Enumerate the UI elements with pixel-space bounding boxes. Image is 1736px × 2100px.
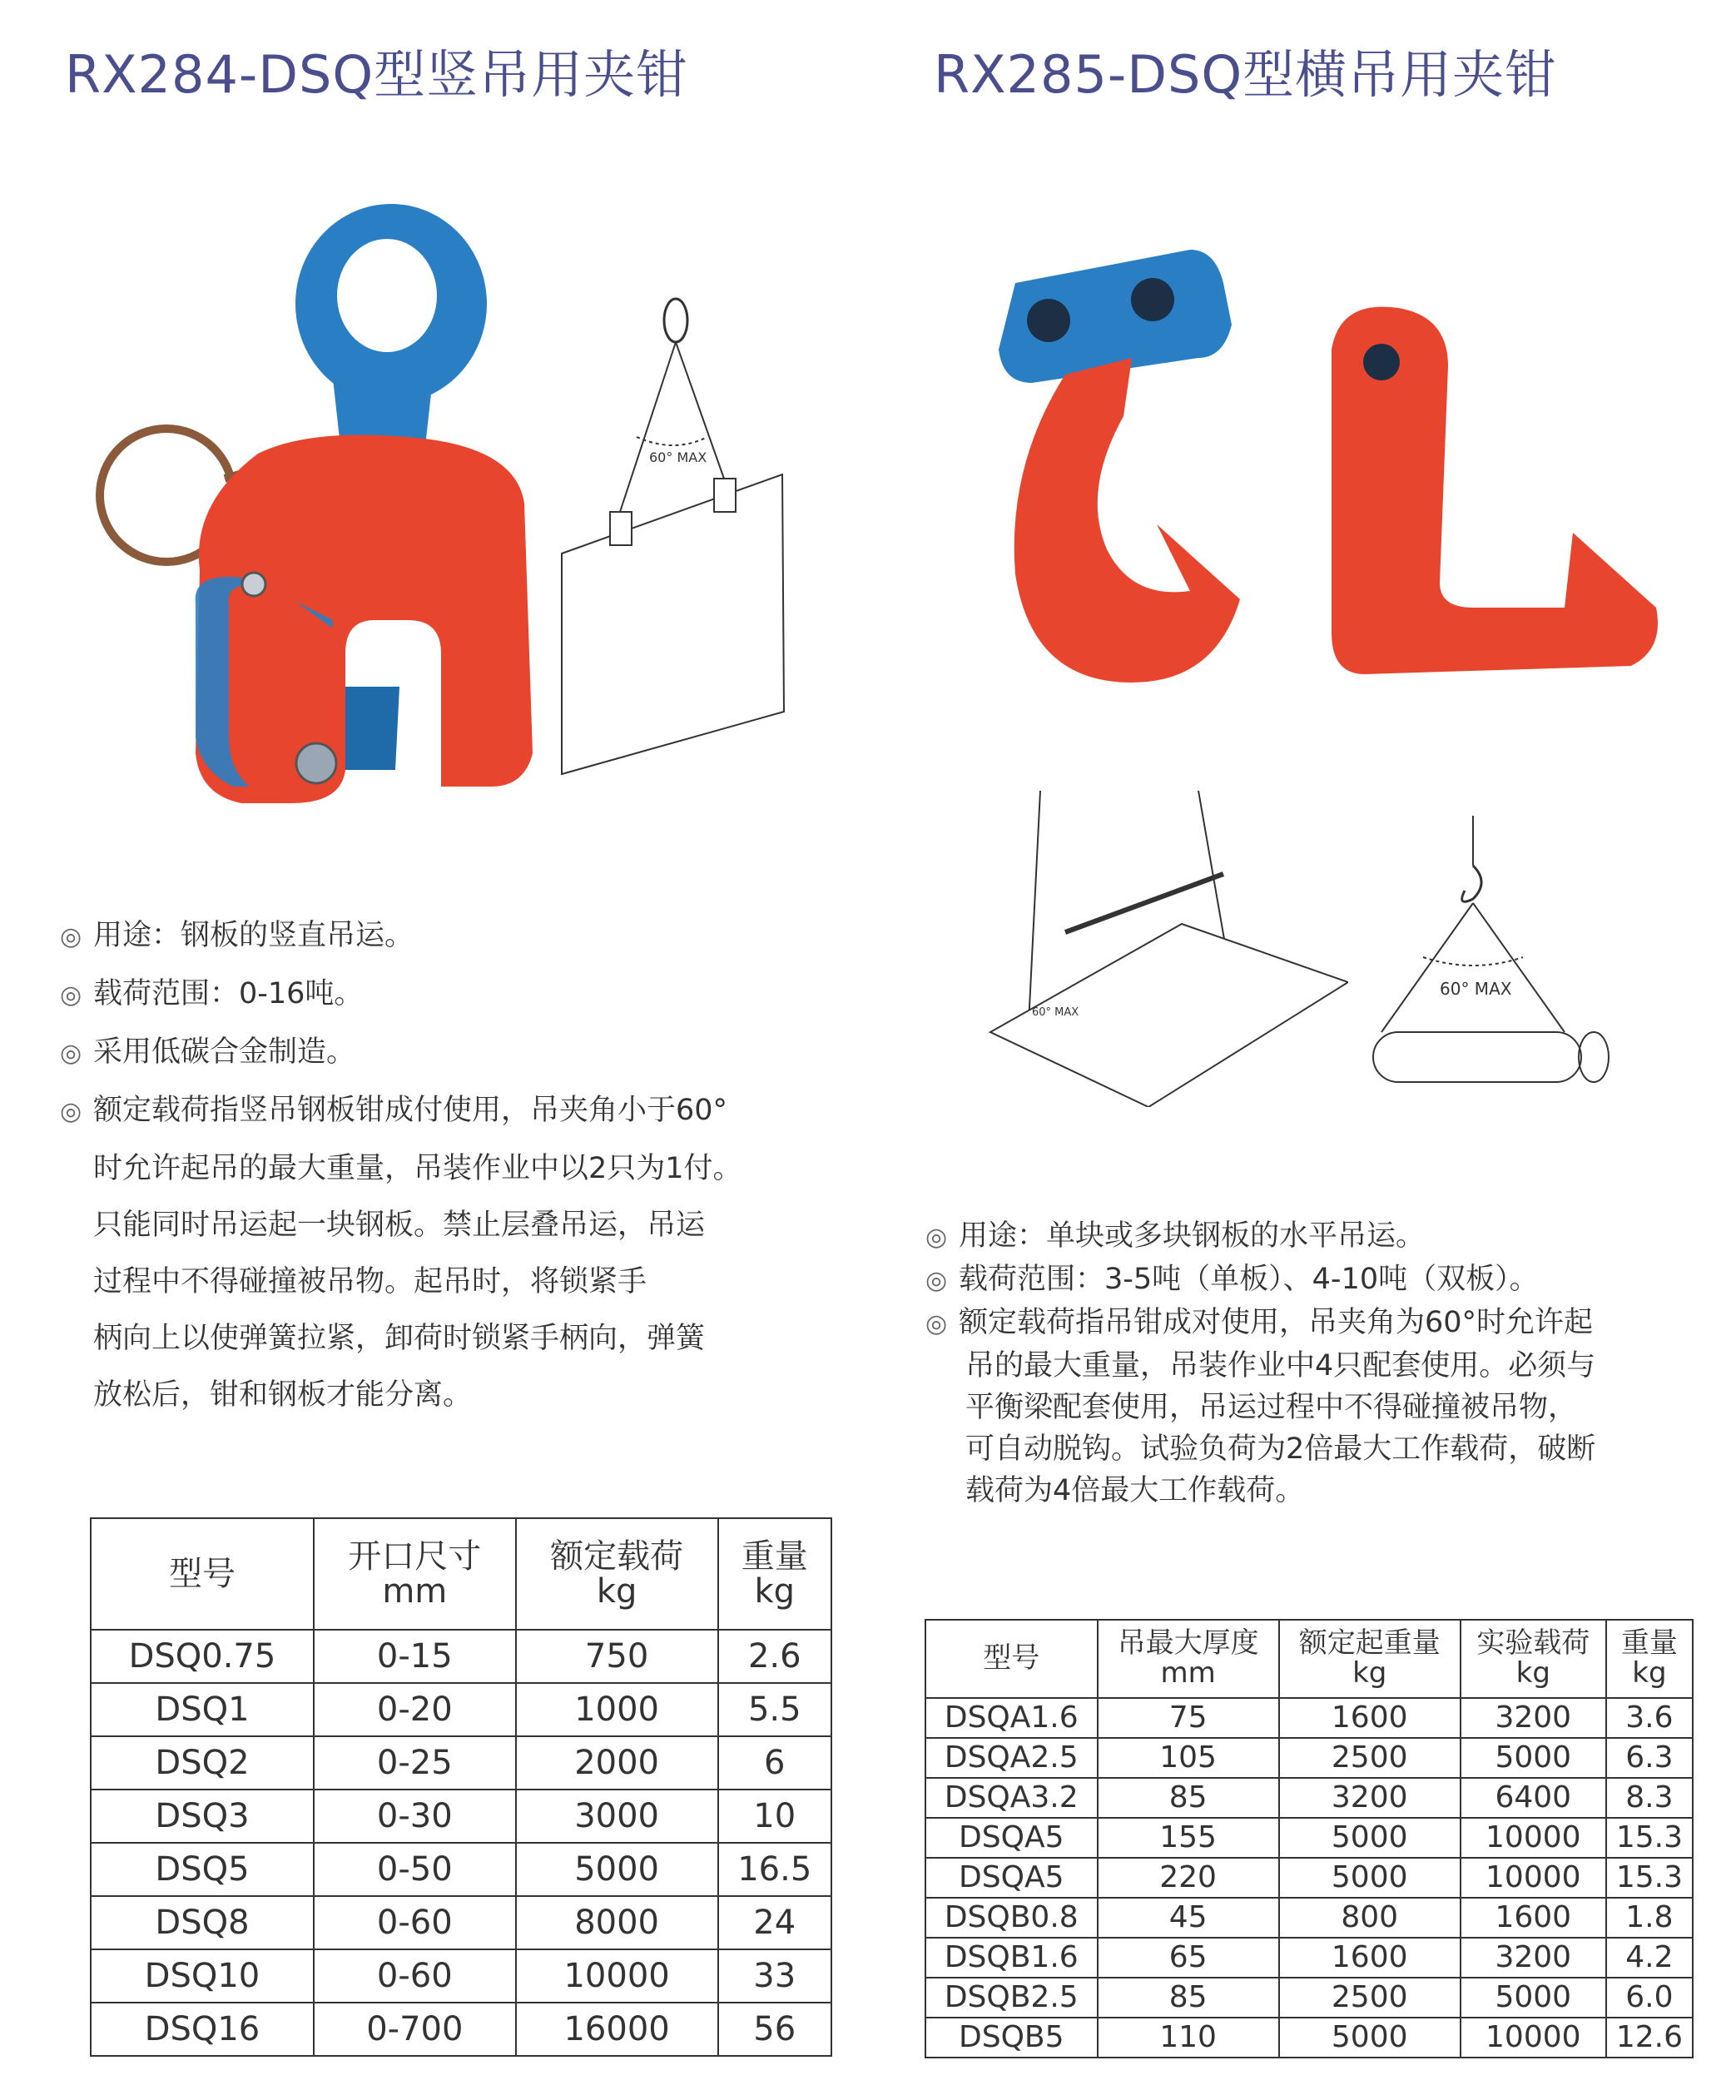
table-cell: 16000 xyxy=(516,2003,718,2056)
right-spec-table xyxy=(925,1619,1694,2058)
description-line xyxy=(60,966,859,1024)
table-cell: 0-20 xyxy=(314,1683,516,1736)
table-cell: 0-50 xyxy=(314,1843,516,1896)
table-cell: 10000 xyxy=(1461,1858,1606,1898)
bullet-icon: ◎ xyxy=(925,1309,948,1338)
table-cell: 3200 xyxy=(1461,1938,1606,1978)
table-cell: 5000 xyxy=(516,1843,718,1896)
description-text: 时允许起吊的最大重量，吊装作业中以2只为1付。 xyxy=(93,1152,742,1185)
description-text: 柄向上以使弹簧拉紧，卸荷时锁紧手柄向，弹簧 xyxy=(93,1322,706,1355)
table-cell: 0-60 xyxy=(314,1896,516,1949)
table-cell: 6 xyxy=(718,1736,832,1790)
table-cell: 8000 xyxy=(516,1896,718,1949)
table-cell: 6.3 xyxy=(1606,1738,1693,1778)
description-text: 吊的最大重量，吊装作业中4只配套使用。必须与 xyxy=(965,1349,1596,1383)
table-cell: 15.3 xyxy=(1606,1818,1693,1858)
table-cell: 1600 xyxy=(1461,1898,1606,1938)
table-row xyxy=(925,1858,1693,1898)
table-cell: DSQA2.5 xyxy=(925,1738,1098,1778)
diagram-angle-label: 60° MAX xyxy=(649,449,707,465)
table-cell: DSQ8 xyxy=(91,1896,314,1949)
column-unit: kg xyxy=(596,1572,637,1611)
table-cell: 3200 xyxy=(1461,1698,1606,1738)
table-cell: 65 xyxy=(1098,1938,1279,1978)
table-cell: 2500 xyxy=(1279,1738,1461,1778)
table-cell: 5000 xyxy=(1461,1738,1606,1778)
description-line xyxy=(925,1345,1716,1387)
beam-lift-diagram xyxy=(1357,816,1648,1132)
table-cell: DSQ0.75 xyxy=(91,1630,314,1683)
left-description xyxy=(60,907,859,1423)
column-unit: mm xyxy=(382,1572,448,1611)
table-cell: 5000 xyxy=(1461,1978,1606,2018)
column-unit: kg xyxy=(754,1572,796,1611)
beam-angle-label: 60° MAX xyxy=(1440,979,1512,999)
column-unit: kg xyxy=(1515,1656,1550,1690)
description-text: 只能同时吊运起一块钢板。禁止层叠吊运，吊运 xyxy=(93,1209,706,1242)
bullet-icon: ◎ xyxy=(60,922,82,951)
column-header xyxy=(314,1518,516,1630)
bullet-icon: ◎ xyxy=(60,1097,82,1126)
column-label: 重量 xyxy=(741,1537,808,1576)
description-line xyxy=(925,1387,1716,1428)
description-line xyxy=(925,1428,1716,1470)
table-cell: 800 xyxy=(1279,1898,1461,1938)
column-unit: kg xyxy=(1352,1656,1387,1690)
vertical-clamp-image xyxy=(58,187,558,820)
description-text: 用途：单块或多块钢板的水平吊运。 xyxy=(959,1219,1426,1253)
table-row xyxy=(925,1818,1693,1858)
table-cell: DSQA1.6 xyxy=(925,1698,1098,1738)
bullet-icon: ◎ xyxy=(925,1266,948,1295)
column-header xyxy=(1461,1620,1606,1698)
description-line xyxy=(60,1310,859,1367)
table-cell: 8.3 xyxy=(1606,1778,1693,1818)
table-cell: 6400 xyxy=(1461,1778,1606,1818)
table-cell: 0-700 xyxy=(314,2003,516,2056)
table-cell: DSQA5 xyxy=(925,1858,1098,1898)
table-cell: 5000 xyxy=(1279,1858,1461,1898)
description-line xyxy=(60,1254,859,1310)
description-text: 用途：钢板的竖直吊运。 xyxy=(93,919,414,952)
description-line xyxy=(925,1215,1716,1259)
bullet-icon: ◎ xyxy=(925,1223,948,1252)
table-cell: 10000 xyxy=(516,1949,718,2003)
table-cell: 85 xyxy=(1098,1978,1279,2018)
table-cell: 2500 xyxy=(1279,1978,1461,2018)
column-label: 开口尺寸 xyxy=(348,1537,482,1576)
table-cell: 16.5 xyxy=(718,1843,832,1896)
right-table-body xyxy=(925,1698,1693,2058)
column-label: 型号 xyxy=(983,1641,1040,1676)
table-row xyxy=(91,1843,831,1896)
table-cell: 10000 xyxy=(1461,1818,1606,1858)
table-row xyxy=(91,1736,831,1790)
column-unit: kg xyxy=(1632,1656,1667,1690)
table-row xyxy=(925,1738,1693,1778)
description-line xyxy=(925,1302,1716,1345)
table-row xyxy=(91,1683,831,1736)
column-header xyxy=(1098,1620,1279,1698)
column-label: 重量 xyxy=(1620,1626,1678,1661)
description-line xyxy=(60,1140,859,1197)
table-row xyxy=(91,1949,831,2003)
column-label: 吊最大厚度 xyxy=(1117,1626,1259,1661)
table-cell: DSQB5 xyxy=(925,2018,1098,2058)
description-line xyxy=(925,1470,1716,1512)
table-cell: 0-15 xyxy=(314,1630,516,1683)
table-cell: DSQA3.2 xyxy=(925,1778,1098,1818)
table-cell: 75 xyxy=(1098,1698,1279,1738)
table-cell: DSQB1.6 xyxy=(925,1938,1098,1978)
table-cell: DSQ3 xyxy=(91,1790,314,1843)
description-text: 载荷范围：0-16吨。 xyxy=(93,977,364,1010)
column-header xyxy=(718,1518,832,1630)
description-text: 额定载荷指竖吊钢板钳成付使用，吊夹角小于60° xyxy=(93,1094,728,1127)
table-cell: 1600 xyxy=(1279,1698,1461,1738)
left-table-body xyxy=(91,1630,831,2056)
table-cell: 6.0 xyxy=(1606,1978,1693,2018)
table-row xyxy=(925,1978,1693,2018)
table-cell: 750 xyxy=(516,1630,718,1683)
right-title: RX285-DSQ型横吊用夹钳 xyxy=(934,44,1558,105)
table-cell: 0-60 xyxy=(314,1949,516,2003)
table-cell: 110 xyxy=(1098,2018,1279,2058)
table-cell: 105 xyxy=(1098,1738,1279,1778)
column-label: 额定载荷 xyxy=(550,1537,684,1576)
table-cell: DSQ1 xyxy=(91,1683,314,1736)
table-cell: 0-30 xyxy=(314,1790,516,1843)
vertical-lift-diagram xyxy=(541,295,807,795)
column-unit: mm xyxy=(1160,1656,1216,1690)
description-line xyxy=(60,1024,859,1082)
table-cell: 1.8 xyxy=(1606,1898,1693,1938)
table-cell: 33 xyxy=(718,1949,832,2003)
table-row xyxy=(91,1896,831,1949)
table-cell: 5000 xyxy=(1279,2018,1461,2058)
table-cell: 85 xyxy=(1098,1778,1279,1818)
table-cell: DSQ5 xyxy=(91,1843,314,1896)
table-cell: 12.6 xyxy=(1606,2018,1693,2058)
table-cell: DSQ16 xyxy=(91,2003,314,2056)
table-cell: DSQA5 xyxy=(925,1818,1098,1858)
description-text: 平衡梁配套使用，吊运过程中不得碰撞被吊物， xyxy=(965,1391,1578,1424)
table-cell: DSQ2 xyxy=(91,1736,314,1790)
table-cell: 220 xyxy=(1098,1858,1279,1898)
description-text: 载荷为4倍最大工作载荷。 xyxy=(965,1474,1305,1507)
right-description xyxy=(925,1215,1716,1512)
table-cell: 1600 xyxy=(1279,1938,1461,1978)
description-line xyxy=(60,1197,859,1254)
left-table-header xyxy=(91,1518,831,1630)
column-header xyxy=(925,1620,1098,1698)
description-line xyxy=(925,1259,1716,1302)
column-label: 额定起重量 xyxy=(1298,1626,1441,1661)
description-text: 可自动脱钩。试验负荷为2倍最大工作载荷，破断 xyxy=(965,1432,1596,1466)
description-line xyxy=(60,1082,859,1140)
horizontal-lift-diagram xyxy=(982,791,1348,1107)
table-row xyxy=(91,1630,831,1683)
description-line xyxy=(60,907,859,966)
left-spec-table xyxy=(90,1517,832,2057)
table-row xyxy=(925,2018,1693,2058)
right-table-header xyxy=(925,1620,1693,1698)
description-text: 载荷范围：3-5吨（单板）、4-10吨（双板）。 xyxy=(959,1263,1539,1296)
table-cell: 10000 xyxy=(1461,2018,1606,2058)
table-row xyxy=(925,1898,1693,1938)
small-angle-label: 60° MAX xyxy=(1032,1006,1079,1019)
column-label: 型号 xyxy=(168,1555,236,1593)
column-header xyxy=(1279,1620,1461,1698)
table-cell: 5000 xyxy=(1279,1818,1461,1858)
table-cell: DSQB2.5 xyxy=(925,1978,1098,2018)
table-cell: 0-25 xyxy=(314,1736,516,1790)
table-cell: 56 xyxy=(718,2003,832,2056)
bullet-icon: ◎ xyxy=(60,980,82,1010)
table-cell: 45 xyxy=(1098,1898,1279,1938)
table-cell: 3.6 xyxy=(1606,1698,1693,1738)
description-text: 过程中不得碰撞被吊物。起吊时，将锁紧手 xyxy=(93,1265,647,1298)
bullet-icon: ◎ xyxy=(60,1039,82,1068)
table-cell: 155 xyxy=(1098,1818,1279,1858)
column-header xyxy=(91,1518,314,1630)
column-header xyxy=(516,1518,718,1630)
table-row xyxy=(925,1698,1693,1738)
column-header xyxy=(1606,1620,1693,1698)
table-cell: 10 xyxy=(718,1790,832,1843)
table-cell: 5.5 xyxy=(718,1683,832,1736)
table-cell: 2000 xyxy=(516,1736,718,1790)
table-cell: DSQ10 xyxy=(91,1949,314,2003)
table-cell: 2.6 xyxy=(718,1630,832,1683)
table-row xyxy=(925,1938,1693,1978)
horizontal-clamps-image xyxy=(965,216,1698,732)
table-row xyxy=(91,1790,831,1843)
table-cell: 24 xyxy=(718,1896,832,1949)
description-text: 采用低碳合金制造。 xyxy=(93,1035,356,1069)
description-text: 额定载荷指吊钳成对使用，吊夹角为60°时允许起 xyxy=(959,1306,1594,1339)
left-title: RX284-DSQ型竖吊用夹钳 xyxy=(65,44,689,105)
table-cell: 3200 xyxy=(1279,1778,1461,1818)
table-cell: 15.3 xyxy=(1606,1858,1693,1898)
table-row xyxy=(925,1778,1693,1818)
description-line xyxy=(60,1367,859,1423)
table-cell: DSQB0.8 xyxy=(925,1898,1098,1938)
table-row xyxy=(91,2003,831,2056)
column-label: 实验载荷 xyxy=(1476,1626,1590,1661)
table-cell: 4.2 xyxy=(1606,1938,1693,1978)
table-cell: 3000 xyxy=(516,1790,718,1843)
description-text: 放松后，钳和钢板才能分离。 xyxy=(93,1378,473,1412)
table-cell: 1000 xyxy=(516,1683,718,1736)
